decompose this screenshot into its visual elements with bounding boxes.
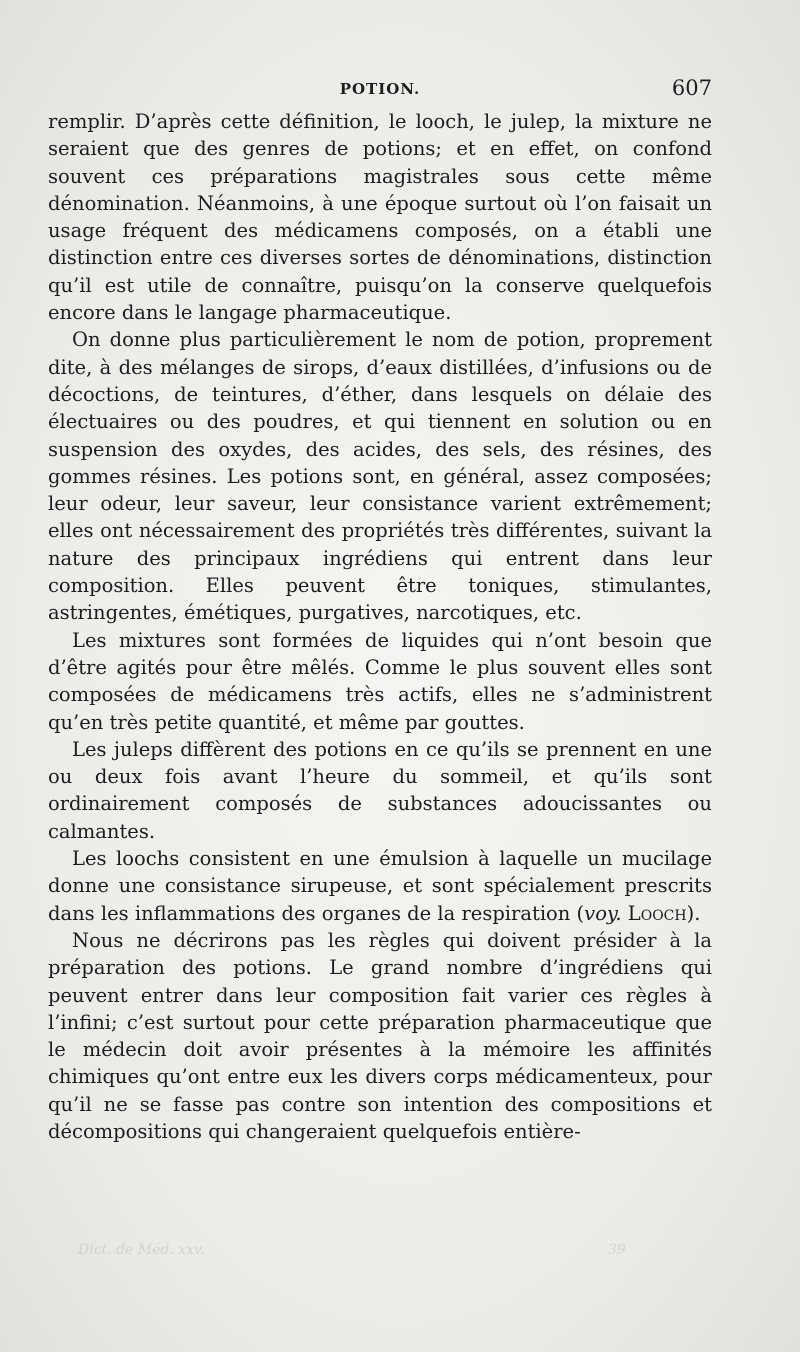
paragraph-2: On donne plus particulièrement le nom de potion, proprement dite, à des mélanges de sirops, d’eaux distillées, d’infusions ou de décoctions, de teintures, d’éther, dans lesquels on délaie des électuaires ou des poudres, et qui tiennent en solution ou en suspension des oxydes, des acides, des sels, des résines, des gommes résines. Les potions sont, en général, assez composées; leur odeur, leur saveur, leur consistance varient extrêmement; elles ont nécessairement des propriétés très différentes, suivant la nature des principaux ingrédiens qui entrent dans leur composition. Elles peuvent être toniques, stimulantes, astringentes, émétiques, purgatives, narcotiques, etc.	[48, 328, 712, 625]
paragraph-3: Les mixtures sont formées de liquides qui n’ont besoin que d’être agités pour être mêlés. Comme le plus souvent elles sont composées de médicamens très actifs, elles ne s’administrent qu’en très petite quantité, et même par gouttes.	[48, 628, 712, 734]
paragraph-5-close: ).	[686, 901, 701, 925]
signature-right: 39	[608, 1242, 626, 1258]
page-number: 607	[671, 76, 712, 100]
paragraph-6: Nous ne décrirons pas les règles qui doivent présider à la préparation des potions. Le grand nombre d’ingrédiens qui peuvent entrer dans leur composition fait varier ces règles à l’infini; c’est surtout pour cette préparation pharmaceutique que le médecin doit avoir présentes à la mémoire les affinités chimiques qu’ont entre eux les divers corps médicamenteux, pour qu’il ne se fasse pas contre son intention des compositions et décompositions qui changeraient quelquefois entière-	[48, 928, 712, 1143]
paragraph-5	[48, 845, 712, 927]
signature-left: Dict. de Méd. xxv.	[78, 1242, 205, 1258]
paragraph-5-crossref: Looch	[627, 901, 687, 925]
paragraph-1: remplir. D’après cette définition, le looch, le julep, la mixture ne seraient que des genres de potions; et en effet, on confond souvent ces préparations magistrales sous cette même dénomination. Néanmoins, à une époque surtout où l’on faisait un usage fréquent des médicamens composés, on a établi une distinction entre ces diverses sortes de dénominations, distinction qu’il est utile de connaître, puisqu’on la conserve quelquefois encore dans le langage pharmaceutique.	[48, 110, 712, 325]
body-text	[48, 108, 712, 1145]
paragraph-5-text: Les loochs consistent en une émulsion à laquelle un mucilage donne une consistance sirupeuse, et sont spécialement prescrits dans les inflammations des organes de la respiration (	[48, 847, 712, 925]
bleed-through-signature	[78, 1242, 638, 1258]
page-header	[48, 74, 712, 104]
paragraph-4: Les juleps diffèrent des potions en ce qu’ils se prennent en une ou deux fois avant l’heure du sommeil, et qu’ils sont ordinairement composés de substances adoucissantes ou calmantes.	[48, 737, 712, 843]
paragraph-5-italic-ref: voy.	[584, 901, 622, 925]
running-title: POTION.	[339, 80, 421, 98]
